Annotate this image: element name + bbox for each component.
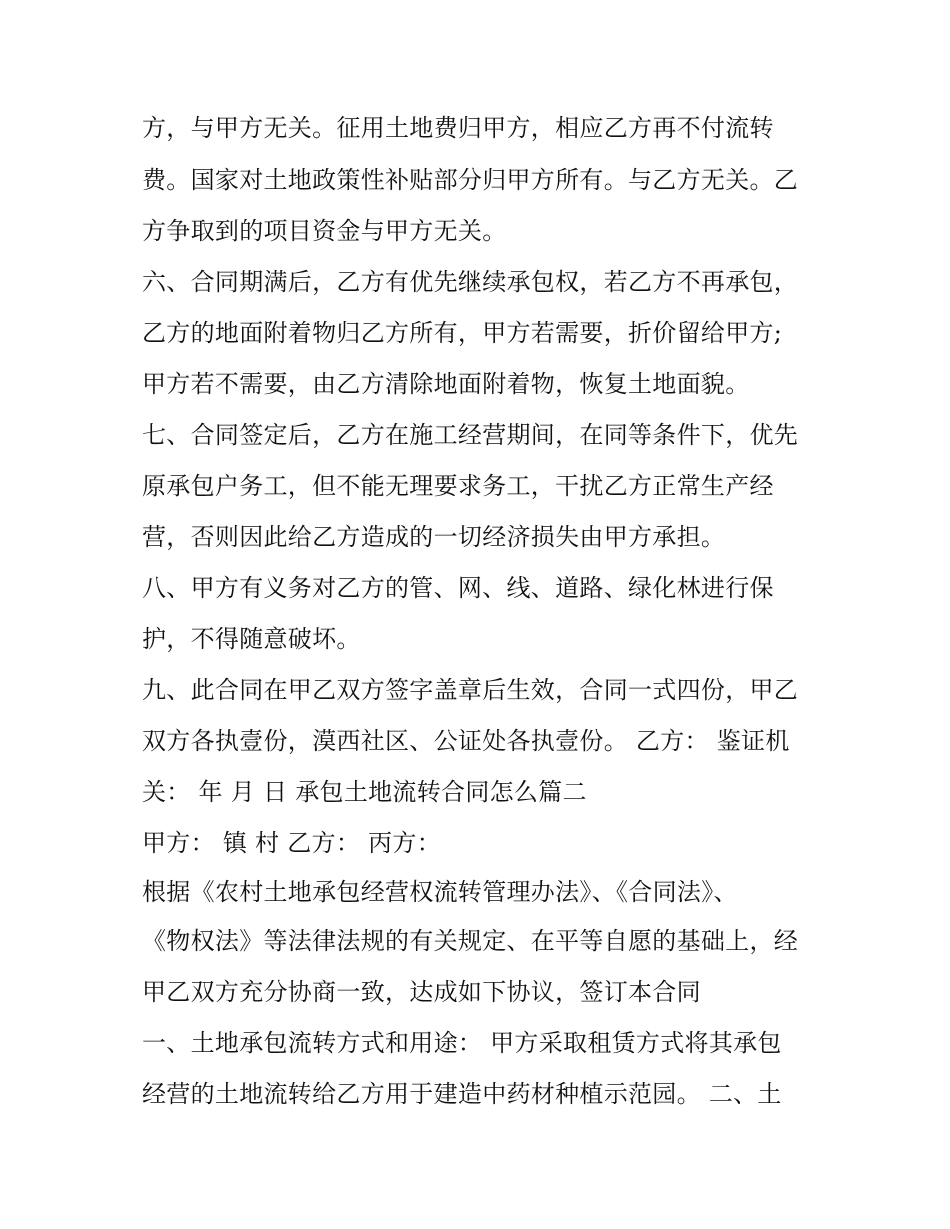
- text-line: 八、甲方有义务对乙方的管、网、线、道路、绿化林进行保: [142, 574, 774, 602]
- text-line: 根据《农村土地承包经营权流转管理办法》、《合同法》、: [142, 878, 738, 906]
- text-line: 营，否则因此给乙方造成的一切经济损失由甲方承担。: [142, 523, 726, 551]
- text-line: 九、此合同在甲乙双方签字盖章后生效，合同一式四份，甲乙: [142, 676, 799, 704]
- text-line: 护，不得随意破坏。: [142, 625, 361, 653]
- text-line: 关： 年 月 日 承包土地流转合同怎么篇二: [142, 778, 587, 806]
- text-line: 费。国家对土地政策性补贴部分归甲方所有。与乙方无关。乙: [142, 166, 799, 194]
- text-line: 七、合同签定后，乙方在施工经营期间，在同等条件下，优先: [142, 421, 799, 449]
- text-line: 六、合同期满后，乙方有优先继续承包权，若乙方不再承包，: [142, 268, 799, 296]
- text-line: 一、土地承包流转方式和用途： 甲方采取租赁方式将其承包: [142, 1029, 782, 1057]
- text-line: 方，与甲方无关。征用土地费归甲方，相应乙方再不付流转: [142, 114, 774, 142]
- text-line: 原承包户务工，但不能无理要求务工，干扰乙方正常生产经: [142, 472, 774, 500]
- text-line: 《物权法》等法律法规的有关规定、在平等自愿的基础上，经: [142, 927, 799, 955]
- text-line: 甲乙双方充分协商一致，达成如下协议，签订本合同: [142, 978, 701, 1006]
- text-line: 甲方若不需要，由乙方清除地面附着物，恢复土地面貌。: [142, 370, 750, 398]
- text-line: 经营的土地流转给乙方用于建造中药材种植示范园。 二、土: [142, 1080, 782, 1108]
- text-line: 方争取到的项目资金与甲方无关。: [142, 217, 507, 245]
- text-line: 甲方： 镇 村 乙方： 丙方：: [142, 829, 442, 857]
- text-line: 双方各执壹份，漠西社区、公证处各执壹份。 乙方： 鉴证机: [142, 727, 790, 755]
- text-line: 乙方的地面附着物归乙方所有，甲方若需要，折价留给甲方;: [142, 319, 783, 347]
